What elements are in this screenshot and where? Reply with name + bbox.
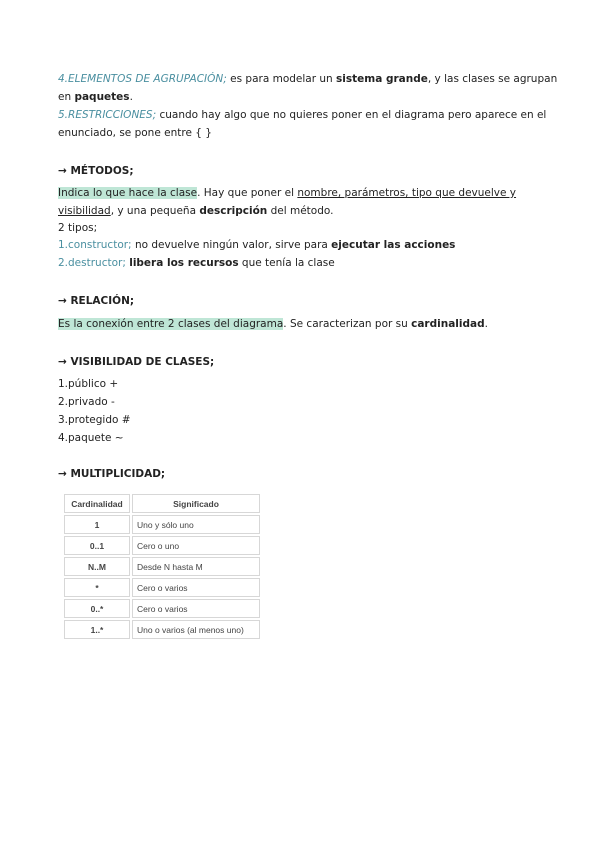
agrupacion-bold-1: sistema grande: [336, 73, 428, 85]
table-cell-cardinalidad: *: [64, 578, 130, 597]
agrupacion-line-1: [58, 72, 557, 86]
visibilidad-item: 3.protegido #: [58, 414, 131, 426]
metodos-bold: descripción: [199, 205, 268, 217]
constructor-bold: ejecutar las acciones: [331, 239, 456, 251]
visibilidad-heading: → VISIBILIDAD DE CLASES;: [58, 356, 215, 368]
table-cell-significado: Uno o varios (al menos uno): [132, 620, 260, 639]
metodos-line-2: [58, 204, 333, 218]
table-cell-significado: Uno y sólo uno: [132, 515, 260, 534]
constructor-label: 1.constructor;: [58, 239, 132, 251]
agrupacion-text-4: .: [129, 91, 133, 103]
visibilidad-item: 1.público +: [58, 378, 119, 390]
destructor-bold: libera los recursos: [129, 257, 239, 269]
restricciones-label: 5.RESTRICCIONES;: [58, 109, 157, 121]
metodos-line-1: [58, 186, 516, 200]
relacion-line: [58, 317, 488, 331]
table-row: [64, 599, 260, 618]
metodos-highlight: Indica lo que hace la clase: [58, 187, 198, 199]
destructor-label: 2.destructor;: [58, 257, 126, 269]
metodos-text-3: del método.: [267, 205, 334, 217]
constructor-text: no devuelve ningún valor, sirve para: [131, 239, 332, 251]
table-cell-significado: Desde N hasta M: [132, 557, 260, 576]
table-row: [64, 557, 260, 576]
restricciones-line-1: [58, 108, 546, 122]
table-header-cardinalidad: Cardinalidad: [64, 494, 130, 513]
agrupacion-line-2: [58, 90, 133, 104]
table-row: [64, 578, 260, 597]
table-cell-cardinalidad: 0..1: [64, 536, 130, 555]
table-cell-cardinalidad: 1: [64, 515, 130, 534]
agrupacion-text-3: en: [58, 91, 75, 103]
table-cell-significado: Cero o uno: [132, 536, 260, 555]
visibilidad-item: 4.paquete ~: [58, 432, 124, 444]
table-header-row: [64, 494, 260, 513]
metodos-text-1: . Hay que poner el: [197, 187, 298, 199]
metodos-heading: → MÉTODOS;: [58, 165, 134, 177]
table-cell-cardinalidad: 0..*: [64, 599, 130, 618]
agrupacion-text: es para modelar un: [226, 73, 337, 85]
constructor-line: [58, 238, 455, 252]
metodos-text-2: , y una pequeña: [110, 205, 200, 217]
multiplicidad-heading: → MULTIPLICIDAD;: [58, 468, 166, 480]
table-header-significado: Significado: [132, 494, 260, 513]
visibilidad-item: 2.privado -: [58, 396, 115, 408]
table-row: [64, 536, 260, 555]
relacion-text-2: .: [484, 318, 488, 330]
restricciones-line-2: [58, 126, 212, 140]
agrupacion-bold-2: paquetes: [74, 91, 130, 103]
table-cell-cardinalidad: 1..*: [64, 620, 130, 639]
relacion-text-1: . Se caracterizan por su: [283, 318, 412, 330]
restricciones-text-2: enunciado, se pone entre { }: [58, 127, 212, 139]
relacion-bold: cardinalidad: [411, 318, 485, 330]
table-row: [64, 515, 260, 534]
table-cell-significado: Cero o varios: [132, 599, 260, 618]
table-cell-significado: Cero o varios: [132, 578, 260, 597]
destructor-text: que tenía la clase: [238, 257, 335, 269]
metodos-tipos: 2 tipos;: [58, 222, 98, 234]
relacion-heading: → RELACIÓN;: [58, 295, 135, 307]
multiplicidad-table: [62, 492, 262, 641]
agrupacion-text-2: , y las clases se agrupan: [427, 73, 558, 85]
agrupacion-label: 4.ELEMENTOS DE AGRUPACIÓN;: [58, 73, 227, 85]
table-cell-cardinalidad: N..M: [64, 557, 130, 576]
metodos-underline-1: nombre, parámetros, tipo que devuelve y: [297, 187, 517, 199]
table-row: [64, 620, 260, 639]
relacion-highlight: Es la conexión entre 2 clases del diagrama: [58, 318, 284, 330]
restricciones-text: cuando hay algo que no quieres poner en el diagrama pero aparece en el: [156, 109, 547, 121]
metodos-underline-2: visibilidad: [58, 205, 111, 217]
destructor-line: [58, 256, 335, 270]
